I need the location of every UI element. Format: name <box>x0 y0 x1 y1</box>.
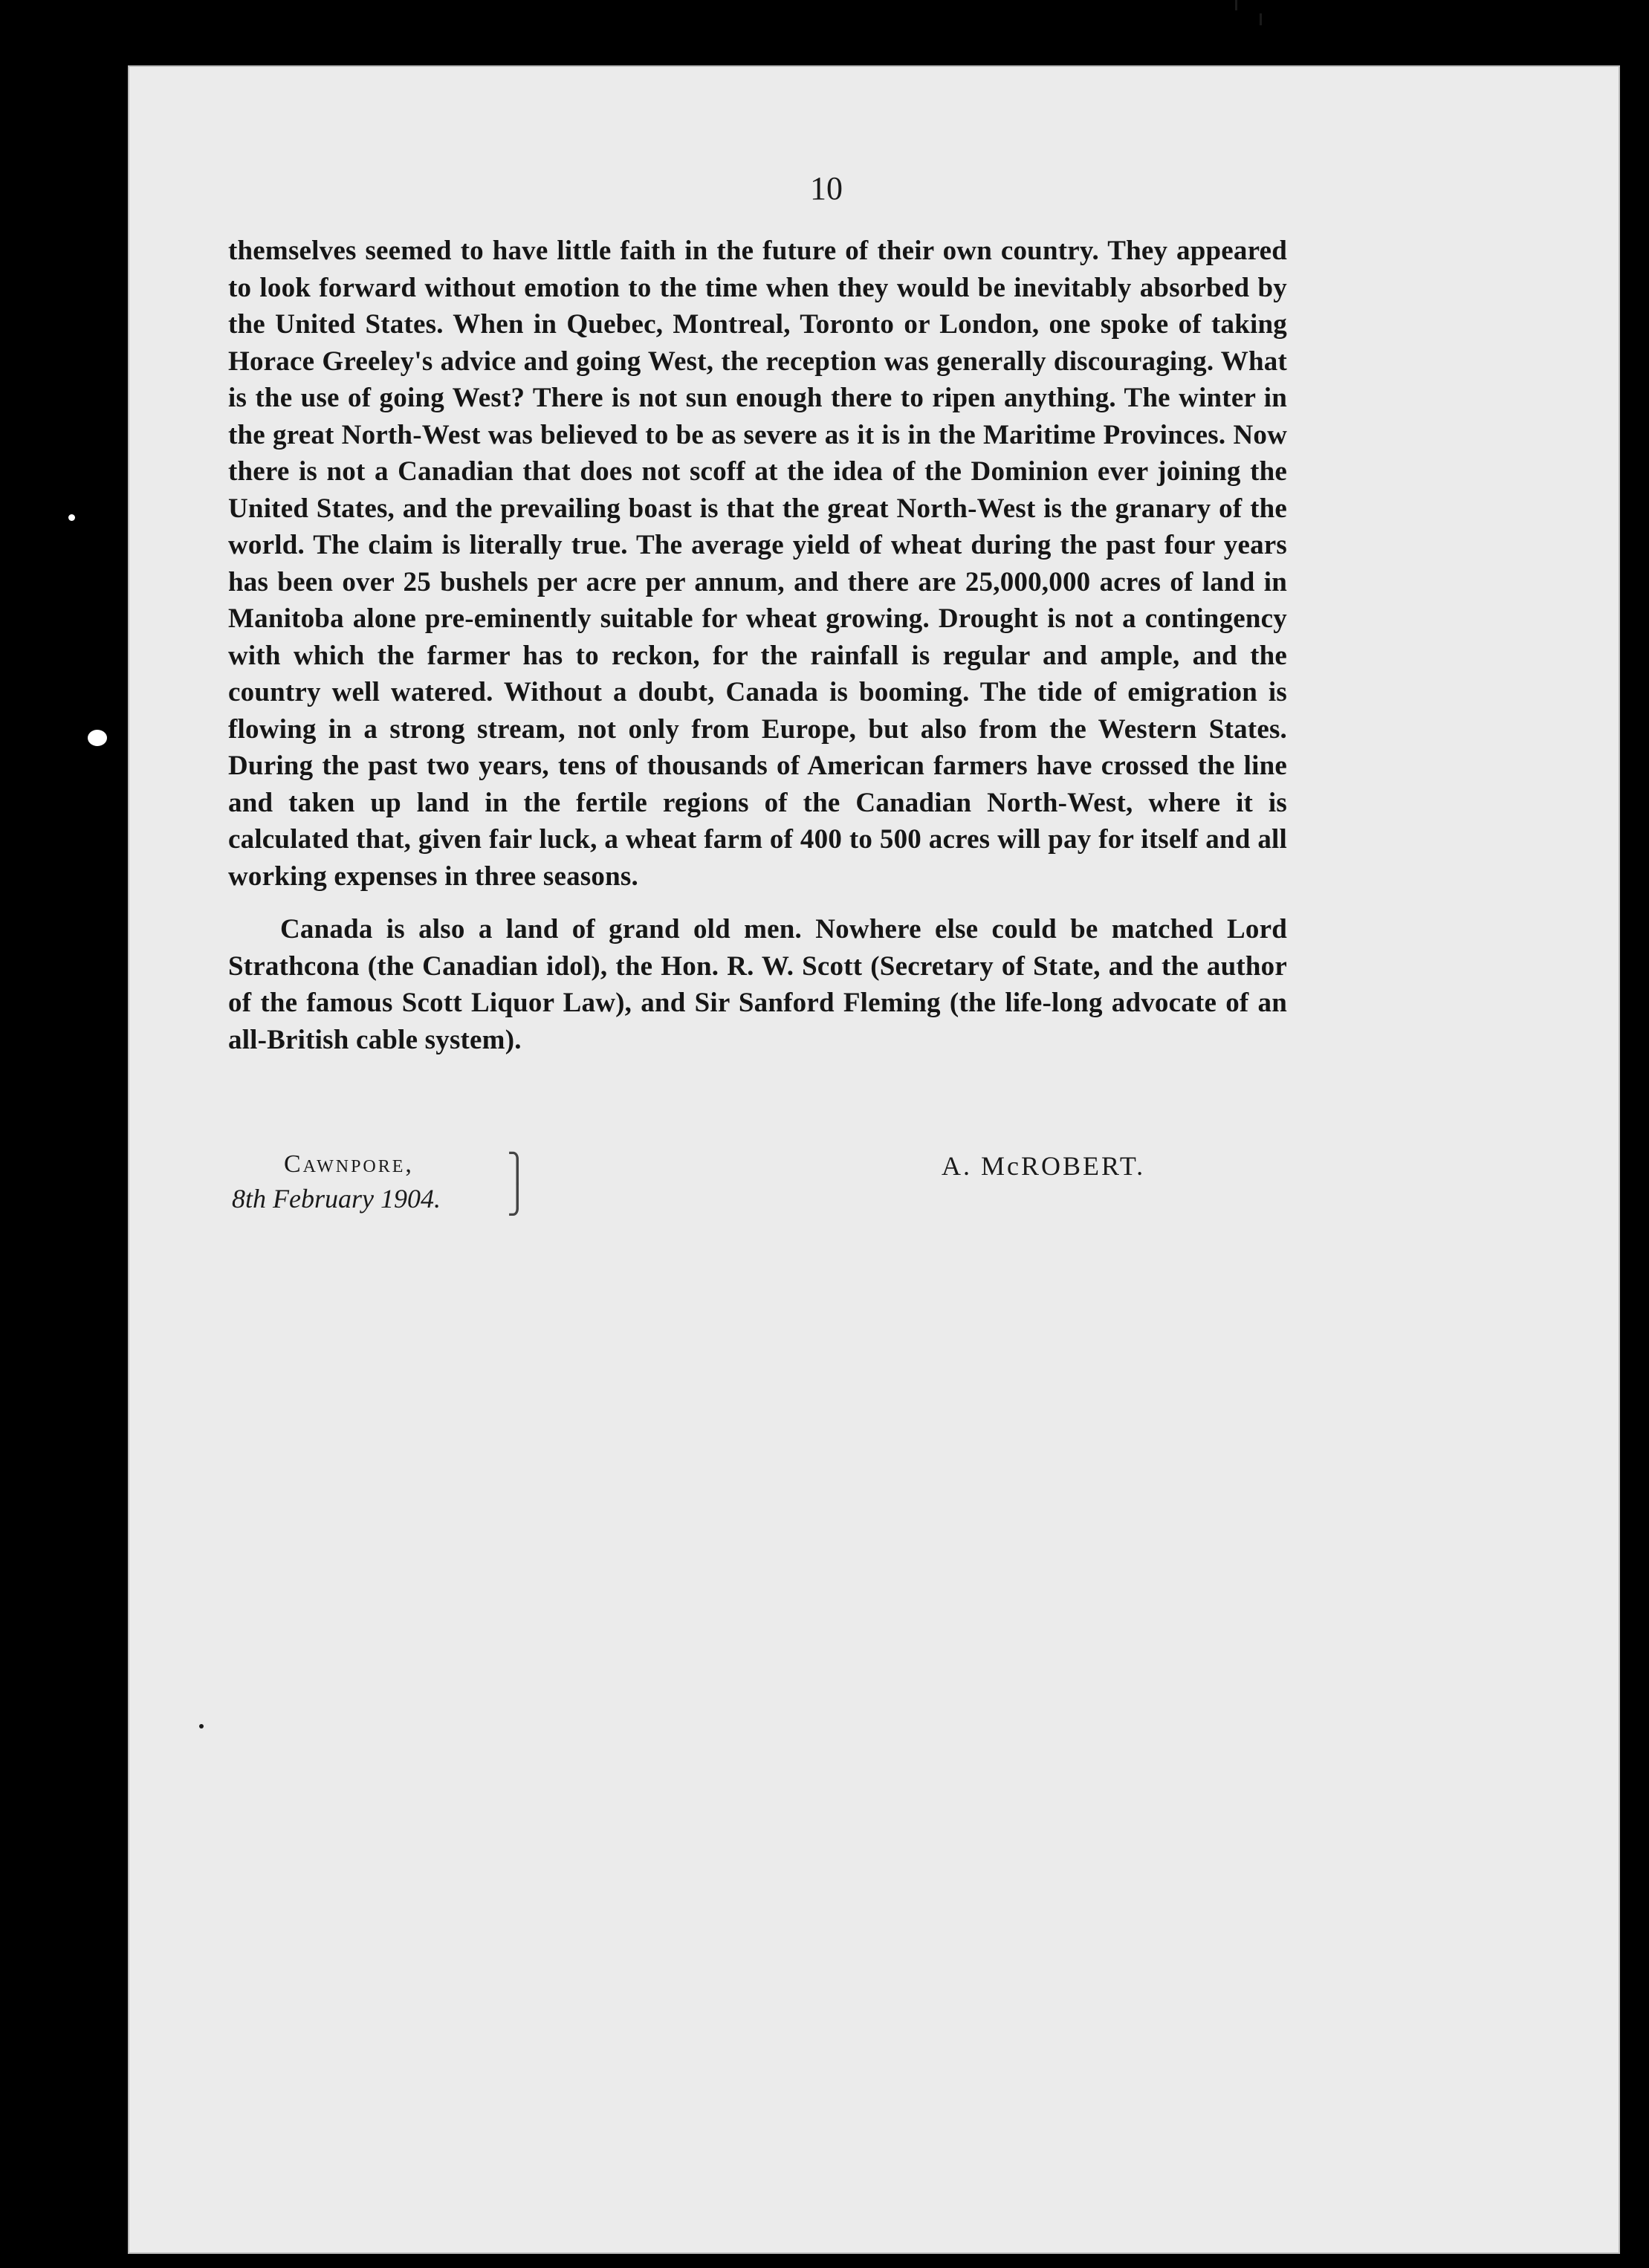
signature-place: Cawnpore, <box>284 1150 414 1178</box>
scan-mark <box>1235 0 1237 10</box>
document-page <box>128 65 1620 2254</box>
page-speck <box>199 1724 204 1728</box>
scan-mark <box>1260 13 1262 25</box>
brace-mark: ⎫ ⎭ <box>507 1153 528 1216</box>
signature-block <box>228 1150 1287 1240</box>
paragraph: themselves seemed to have little faith in the future of their own country. They appeared to look forward without emotion to the time when they would be inevitably absorbed by the United States. When in Quebec, Montreal, Toronto or London, one spoke of taking Horace Greeley's advice and going West, the reception was generally discouraging. What is the use of going West? There is not sun enough there to ripen anything. The winter in the great North-West was believed to be as severe as it is in the Maritime Provinces. Now there is not a Canadian that does not scoff at the idea of the Dominion ever joining the United States, and the prevailing boast is that the great North-West is the granary of the world. The claim is literally true. The average yield of wheat during the past four years has been over 25 bushels per acre per annum, and there are 25,000,000 acres of land in Manitoba alone pre-eminently suitable for wheat growing. Drought is not a contingency with which the farmer has to reckon, for the rainfall is regular and ample, and the country well watered. Without a doubt, Canada is booming. The tide of emigration is flowing in a strong stream, not only from Europe, but also from the Western States. During the past two years, tens of thousands of American farmers have crossed the line and taken up land in the fertile regions of the Canadian North-West, where it is calculated that, given fair luck, a wheat farm of 400 to 500 acres will pay for itself and all working expenses in three seasons. <box>228 236 1287 892</box>
signature-date: 8th February 1904. <box>232 1184 441 1214</box>
scan-speck <box>68 514 75 521</box>
signature-author: A. McROBERT. <box>942 1151 1146 1181</box>
body-text <box>228 233 1287 1058</box>
scan-speck <box>88 730 107 746</box>
page-number: 10 <box>810 170 843 207</box>
paragraph: Canada is also a land of grand old men. Nowhere else could be matched Lord Strathcona (the Canadian idol), the Hon. R. W. Scott (Secretary of State, and the author of the famous Scott Liquor Law), and Sir Sanford Fleming (the life-long advocate of an all-British cable system). <box>228 914 1287 1055</box>
